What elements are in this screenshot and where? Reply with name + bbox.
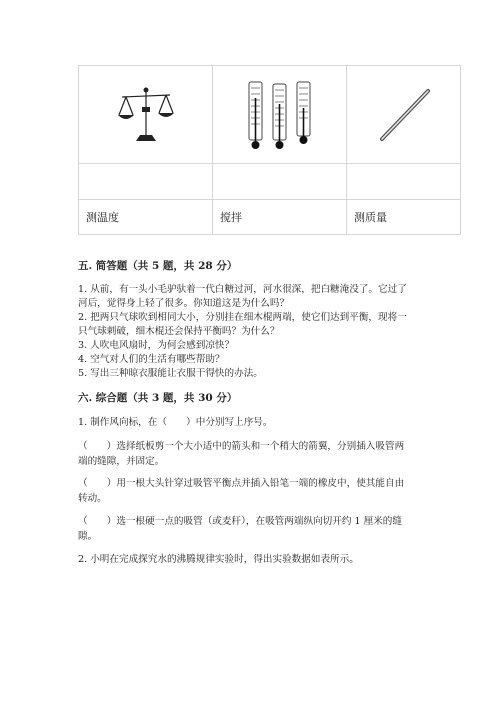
thermometers-icon <box>240 78 320 152</box>
step-2-line-2: 转动。 <box>78 493 107 504</box>
question-5-2-line-1: 2. 把两只气球吹到相同大小，分别挂在细木棍两端，使它们达到平衡，现将一 <box>78 312 407 323</box>
step-1-line-1: （ ）选择纸板剪一个大小适中的箭头和一个稍大的箭翼，分别插入吸管两 <box>78 441 405 452</box>
step-2-line-1: （ ）用一根大头针穿过吸管平衡点并插入铅笔一端的橡皮中，使其能自由 <box>78 478 405 489</box>
question-5-1-line-1: 1. 从前，有一头小毛驴驮着一代白糖过河，河水很深，把白糖淹没了。它过了 <box>78 284 407 295</box>
question-6-2: 2. 小明在完成探究水的沸腾规律实验时，得出实验数据如表所示。 <box>78 554 359 565</box>
question-5-4: 4. 空气对人们的生活有哪些帮助？ <box>78 354 225 365</box>
step-3-line-2: 隙。 <box>78 531 98 542</box>
table-label-2: 搅拌 <box>213 200 347 235</box>
balance-scale-icon <box>114 85 178 145</box>
step-1-line-2: 端的缝隙，并固定。 <box>78 456 165 467</box>
question-5-5: 5. 写出三种晾衣服能让衣服干得快的办法。 <box>78 368 263 379</box>
section-6-heading: 六. 综合题（共 3 题，共 30 分） <box>78 392 238 404</box>
answer-cell-3[interactable] <box>347 164 461 200</box>
table-label-3: 测质量 <box>347 200 461 235</box>
matching-table <box>78 65 461 235</box>
section-5-heading: 五. 简答题（共 5 题，共 28 分） <box>78 260 238 272</box>
question-6-1: 1. 制作风向标，在（ ）中分别写上序号。 <box>78 417 273 428</box>
table-cell-image-1 <box>79 66 213 164</box>
step-3-line-1: （ ）选一根硬一点的吸管（或麦秆），在吸管两端纵向切开约 1 厘米的缝 <box>78 516 402 527</box>
question-5-3: 3. 人吹电风扇时，为何会感到凉快？ <box>78 340 235 351</box>
answer-cell-1[interactable] <box>79 164 213 200</box>
question-5-1-line-2: 河后，觉得身上轻了很多。你知道这是为什么吗？ <box>78 298 290 309</box>
table-cell-image-3 <box>347 66 461 164</box>
answer-cell-2[interactable] <box>213 164 347 200</box>
table-label-1: 测温度 <box>79 200 213 235</box>
glass-rod-icon <box>372 83 436 147</box>
table-cell-image-2 <box>213 66 347 164</box>
question-5-2-line-2: 只气球刺破，细木棍还会保持平衡吗？为什么？ <box>78 326 280 337</box>
